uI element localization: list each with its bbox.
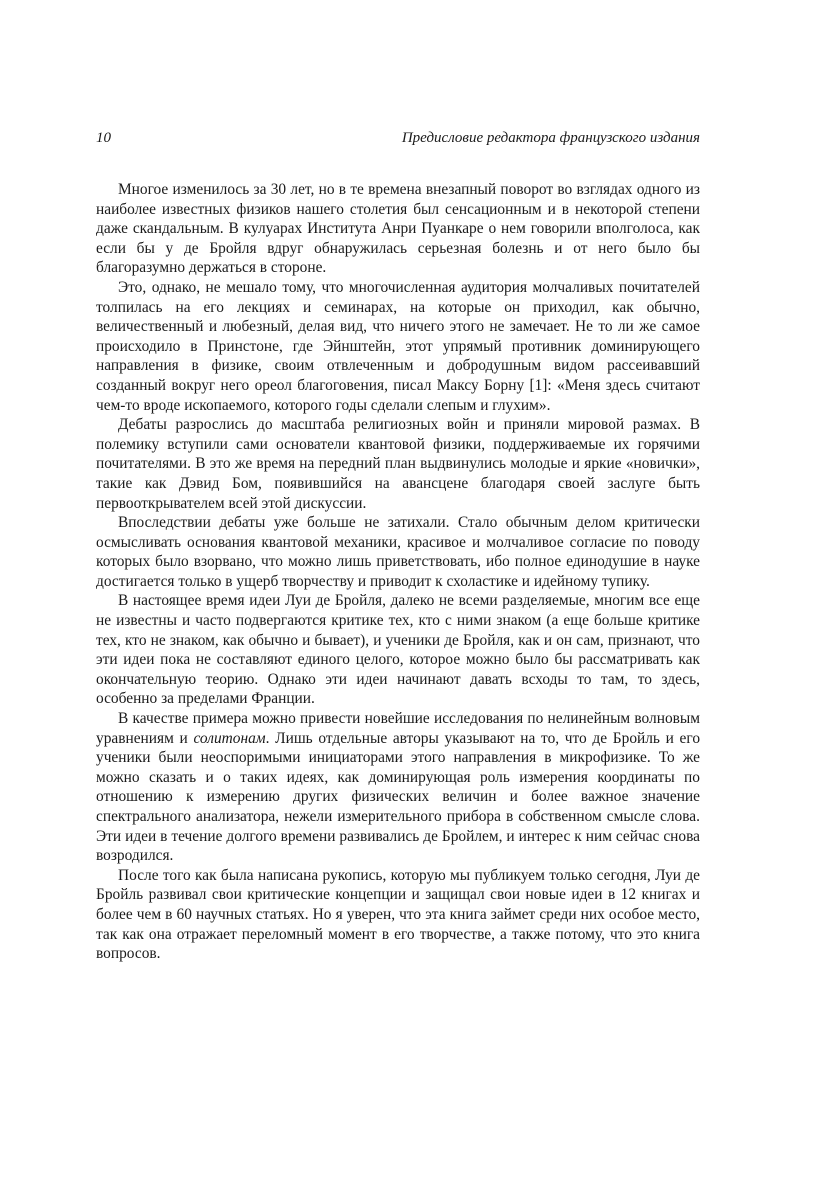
paragraph-5: В настоящее время идеи Луи де Бройля, далеко не всеми разделяемые, многим все еще не известны и часто подвергаются критике тех, кто с ними знаком (а еще больше критике тех, кто не знаком, как обычно и бывает), и ученики де Бройля, как и он сам, признают, что эти идеи пока не составляют единого целого, которое можно было бы рассматривать как окончательную теорию. Однако эти идеи начинают давать всходы то там, то здесь, особенно за пределами Франции.	[96, 592, 700, 708]
running-head	[96, 128, 700, 148]
paragraph-6-start: В качестве примера можно привести новейшие исследования по нелинейным волновым уравнениям и	[96, 710, 700, 747]
paragraph-6	[96, 709, 700, 866]
paragraph-1: Многое изменилось за 30 лет, но в те времена внезапный поворот во взглядах одного из наиболее известных физиков нашего столетия был сенсационным и в некоторой степени даже скандальным. В кулуарах Института Анри Пуанкаре о нем говорили вполголоса, как если бы у де Бройля вдруг обнаружилась серьезная болезнь и от него было бы благоразумно держаться в стороне.	[96, 181, 700, 277]
paragraph-7: После того как была написана рукопись, которую мы публикуем только сегодня, Луи де Бройль развивал свои критические концепции и защищал свои новые идеи в 12 книгах и более чем в 60 научных статьях. Но я уверен, что эта книга займет среди них особое место, так как она отражает переломный момент в его творчестве, а также потому, что это книга вопросов.	[96, 866, 700, 963]
paragraph-2: Это, однако, не мешало тому, что многочисленная аудитория молчаливых почитателей толпилась на его лекциях и семинарах, на которые он приходил, как обычно, величественный и любезный, делая вид, что ничего этого не замечает. Не то ли же самое происходило в Принстоне, где Эйнштейн, этот упрямый противник доминирующего направления в физике, своим отвлеченным и добродушным видом рассеивавший созданный вокруг него ореол благоговения, писал Максу Борну [1]: «Меня здесь считают чем-то вроде ископаемого, которого годы сделали слепым и глухим».	[96, 278, 700, 414]
body-text	[96, 180, 700, 964]
book-page	[96, 128, 700, 964]
running-title: Предисловие редактора французского издания	[401, 130, 700, 146]
solitons-emphasis: солитонам	[193, 729, 266, 747]
page-number: 10	[96, 130, 111, 146]
paragraph-6-end: . Лишь отдельные авторы указывают на то, что де Бройль и его ученики были неоспоримыми инициаторами этого направления в микрофизике. То же можно сказать и о таких идеях, как доминирующая роль измерения координаты по отношению к измерению других физических величин и более важное значение спектрального анализатора, нежели измерительного прибора в собственном смысле слова. Эти идеи в течение долгого времени развивались де Бройлем, и интерес к ним сейчас снова возродился.	[96, 729, 701, 865]
paragraph-3: Дебаты разрослись до масштаба религиозных войн и приняли мировой размах. В полемику вступили сами основатели квантовой физики, поддерживаемые их горячими почитателями. В это же время на передний план выдвинулись молодые и яркие «новички», такие как Дэвид Бом, появившийся на авансцене благодаря своей заслуге быть первооткрывателем всей этой дискуссии.	[96, 416, 700, 512]
paragraph-4: Впоследствии дебаты уже больше не затихали. Стало обычным делом критически осмысливать основания квантовой механики, красивое и молчаливое согласие по поводу которых было взорвано, что можно лишь приветствовать, ибо полное единодушие в науке достигается только в ущерб творчеству и приводит к схоластике и идейному тупику.	[96, 514, 700, 590]
